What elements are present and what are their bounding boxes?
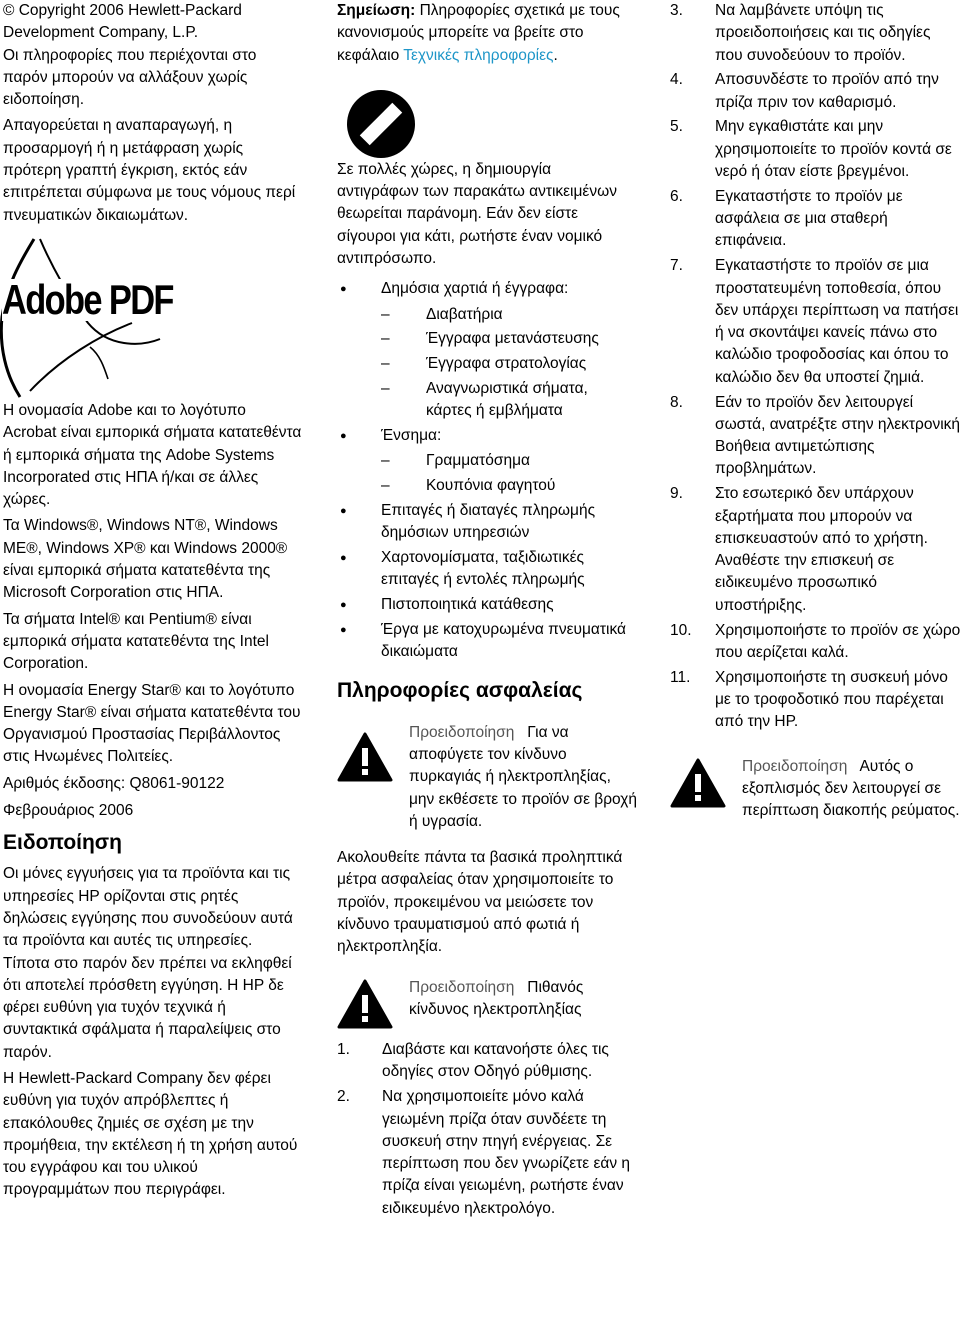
technical-info-link[interactable]: Τεχνικές πληροφορίες [403,46,554,64]
safety-steps-list-continued [670,0,960,734]
note-text: Πληροφορίες σχετικά με τους κανονισμούς μπορείτε να βρείτε στο κεφάλαιο [337,2,620,64]
item-number: 5. [670,118,683,136]
sub-list-item-text: Αναγνωριστικά σήματα, κάρτες ή εμβλήματα [426,380,588,420]
sub-list [337,450,637,497]
warning-triangle-icon [670,758,726,808]
list-item-text: Δημόσια χαρτιά ή έγγραφα: [381,280,569,298]
list-item-text: Πιστοποιητικά κατάθεσης [381,596,554,614]
sub-list-item-text: Διαβατήρια [426,305,503,323]
heading-safety: Πληροφορίες ασφαλείας [337,678,583,702]
warning-shock [337,977,637,1022]
column-3 [670,0,960,822]
adobe-pdf-logo-text: Adobe PDF [2,279,176,321]
paragraph-info-change: Οι πληροφορίες που περιέχονται στο παρόν μπορούν να αλλάξουν χωρίς ειδοποίηση. [3,46,257,109]
list-item-text: Επιταγές ή διαταγές πληρωμής δημόσιων υπηρεσιών [381,502,596,542]
dash-icon: – [381,477,390,495]
warning-shock-text [409,977,637,1022]
warning-power-outage [670,756,960,823]
numbered-item [670,392,960,481]
regulatory-note: Σημείωση: Πληροφορίες σχετικά με τους κανονισμούς μπορείτε να βρείτε στο κεφάλαιο Τεχνικές πληροφορίες. [337,2,620,64]
adobe-pdf-logo [3,227,303,400]
item-text: Εγκαταστήστε το προϊόν σε μια προστατευμένη τοποθεσία, όπου δεν υπάρχει περίπτωση να πατήσει ή να σκοντάψει κανείς πάνω στο καλώδιο τροφοδοσίας και όπου το καλώδιο δεν θα υποστεί ζημιά. [715,257,959,386]
edition-number: Αριθμός έκδοσης: Q8061-90122 [3,774,225,792]
edition-date: Φεβρουάριος 2006 [3,802,134,820]
item-text: Στο εσωτερικό δεν υπάρχουν εξαρτήματα που μπορούν να επισκευαστούν από το χρήστη. Αναθέστε την επισκευή σε ειδικευμένο προσωπικό υποστήριξης. [715,485,928,614]
item-text: Να λαμβάνετε υπόψη τις προειδοποιήσεις και τις οδηγίες που συνοδεύουν το προϊόν. [715,2,931,64]
warning-label: Προειδοποίηση [409,978,515,996]
item-number: 8. [670,393,683,411]
warning-triangle-icon [337,979,393,1029]
list-item-text: Έργα με κατοχυρωμένα πνευματικά δικαιώματα [381,621,626,661]
sub-list-item [337,475,637,497]
dash-icon: – [381,380,390,398]
paragraph-illegal-copies: Σε πολλές χώρες, η δημιουργία αντιγράφων των παρακάτω αντικειμένων θεωρείται παράνομη. Εάν δεν είστε σίγουροι για κάτι, ρωτήστε έναν νομικό αντιπρόσωπο. [337,160,617,268]
numbered-item [670,0,960,67]
list-item [337,547,637,592]
warning-triangle-icon [337,732,393,782]
list-item [337,425,637,497]
numbered-item [337,1039,637,1084]
paragraph-reproduction: Απαγορεύεται η αναπαραγωγή, η προσαρμογή ή η μετάφραση χωρίς πρότερη γραπτή έγκριση, εκτός εάν επιτρέπεται σύμφωνα με τους νόμους περί πνευματικών δικαιωμάτων. [3,117,296,224]
item-number: 7. [670,257,683,275]
item-text: Αποσυνδέστε το προϊόν από την πρίζα πριν τον καθαρισμό. [715,71,939,111]
item-text: Εάν το προϊόν δεν λειτουργεί σωστά, ανατρέξτε στην ηλεκτρονική Βοήθεια αντιμετώπισης προβλημάτων. [715,393,960,478]
paragraph-basic-precautions: Ακολουθείτε πάντα τα βασικά προληπτικά μέτρα ασφαλείας όταν χρησιμοποιείτε το προϊόν, προκειμένου να μειώσετε τον κίνδυνο τραυματισμού από φωτιά ή ηλεκτροπληξία. [337,849,623,956]
item-text: Εγκαταστήστε το προϊόν με ασφάλεια σε μια σταθερή επιφάνεια. [715,187,903,250]
sub-list-item-text: Έγγραφα μετανάστευσης [426,330,599,348]
dash-icon: – [381,305,390,323]
illegal-items-list [337,278,637,663]
dash-icon: – [381,355,390,373]
list-item-text: Ένσημα: [381,427,442,445]
paragraph-adobe-trademark: Η ονομασία Adobe και το λογότυπο Acrobat είναι εμπορικά σήματα κατατεθέντα ή εμπορικά σήματα της Adobe Systems Incorporated στις ΗΠΑ ή/και σε άλλες χώρες. [3,401,302,509]
list-item [337,594,637,616]
bullet-icon: ● [340,283,347,296]
column-2 [337,0,637,1223]
sub-list-item [337,328,637,350]
item-number: 2. [337,1088,350,1106]
paragraph-windows-trademark: Τα Windows®, Windows NT®, Windows ME®, Windows XP® και Windows 2000® είναι εμπορικά σήματα κατατεθέντα της Microsoft Corporation στις ΗΠΑ. [3,517,288,602]
numbered-item [337,1086,637,1220]
paragraph-liability: Η Hewlett-Packard Company δεν φέρει ευθύνη για τυχόν απρόβλεπτες ή επακόλουθες ζημιές σε σχέση με την προμήθεια, την εκτέλεση ή τη χρήση αυτού του εγγράφου και του υλικού προγραμμάτων που περιγράφει. [3,1069,298,1199]
column-1 [3,0,303,1202]
warning-power-outage-body: Αυτός ο εξοπλισμός δεν λειτουργεί σε περίπτωση διακοπής ρεύματος. [742,757,960,820]
list-item-text: Χαρτονομίσματα, ταξιδιωτικές επιταγές ή εντολές πληρωμής [381,549,585,589]
item-text: Να χρησιμοποιείτε μόνο καλά γειωμένη πρίζα όταν συνδέετε τη συσκευή στην πηγή ενέργειας. Σε περίπτωση που δεν γνωρίζετε εάν η πρίζα είναι γειωμένη, ρωτήστε έναν ειδικευμένο ηλεκτρολόγο. [382,1088,631,1217]
sub-list-item [337,304,637,326]
item-number: 4. [670,71,683,89]
prohibited-icon [346,89,416,159]
paragraph-warranty: Οι μόνες εγγυήσεις για τα προϊόντα και τις υπηρεσίες HP ορίζονται στις ρητές δηλώσεις εγγύησης που συνοδεύουν αυτά τα προϊόντα και αυτές τις υπηρεσίες. Τίποτα στο παρόν δεν πρέπει να εκληφθεί ότι αποτελεί πρόσθετη εγγύηση. Η HP δε φέρει ευθύνη για τυχόν τεχνικά ή συντακτικά σφάλματα ή παραλείψεις στο παρόν. [3,865,293,1061]
warning-fire-body: Για να αποφύγετε τον κίνδυνο πυρκαγιάς ή ηλεκτροπληξίας, μην εκθέσετε το προϊόν σε βροχή ή υγρασία. [409,723,637,830]
bullet-icon: ● [340,430,347,443]
numbered-item [670,667,960,734]
warning-power-outage-text [742,756,960,823]
bullet-icon: ● [340,599,347,612]
sub-list-item [337,378,637,423]
bullet-icon: ● [340,505,347,518]
item-number: 9. [670,485,683,503]
warning-shock-body: Πιθανός κίνδυνος ηλεκτροπληξίας [409,978,584,1018]
item-number: 1. [337,1041,350,1059]
warning-fire [337,722,637,833]
heading-notice: Ειδοποίηση [3,831,122,855]
numbered-item [670,620,960,665]
item-text: Χρησιμοποιήστε τη συσκευή μόνο με το τροφοδοτικό που παρέχεται από την HP. [715,668,948,731]
paragraph-energy-star: Η ονομασία Energy Star® και το λογότυπο Energy Star® είναι σήματα κατατεθέντα του Οργανισμού Προστασίας Περιβάλλοντος στις Ηνωμένες Πολιτείες. [3,681,301,766]
warning-label: Προειδοποίηση [742,757,848,775]
note-label: Σημείωση: [337,2,416,19]
list-item [337,500,637,545]
sub-list-item-text: Γραμματόσημα [426,452,530,470]
safety-steps-list [337,1039,637,1220]
copyright-text: © Copyright 2006 Hewlett-Packard Development Company, L.P. [3,2,242,42]
warning-fire-text [409,722,637,833]
numbered-item [670,186,960,253]
item-number: 3. [670,2,683,19]
numbered-item [670,255,960,389]
sub-list-item [337,450,637,472]
numbered-item [670,483,960,617]
warning-label: Προειδοποίηση [409,723,515,741]
item-number: 10. [670,621,692,639]
paragraph-intel-trademark: Τα σήματα Intel® και Pentium® είναι εμπορικά σήματα κατατεθέντα της Intel Corporation. [3,610,269,673]
sub-list-item-text: Κουπόνια φαγητού [426,477,556,495]
item-number: 6. [670,187,683,205]
dash-icon: – [381,452,390,470]
bullet-icon: ● [340,552,347,565]
sub-list-item [337,353,637,375]
list-item [337,619,637,664]
item-number: 11. [670,668,691,686]
prohibited-area [337,67,637,159]
numbered-item [670,116,960,183]
item-text: Χρησιμοποιήστε το προϊόν σε χώρο που αερίζεται καλά. [715,621,960,661]
bullet-icon: ● [340,624,347,637]
dash-icon: – [381,330,390,348]
list-item [337,278,637,422]
item-text: Μην εγκαθιστάτε και μην χρησιμοποιείτε το προϊόν κοντά σε νερό ή όταν είστε βρεγμένοι. [715,118,952,181]
numbered-item [670,69,960,114]
sub-list [337,304,637,423]
item-text: Διαβάστε και κατανοήστε όλες τις οδηγίες στον Οδηγό ρύθμισης. [382,1041,609,1081]
sub-list-item-text: Έγγραφα στρατολογίας [426,355,587,373]
